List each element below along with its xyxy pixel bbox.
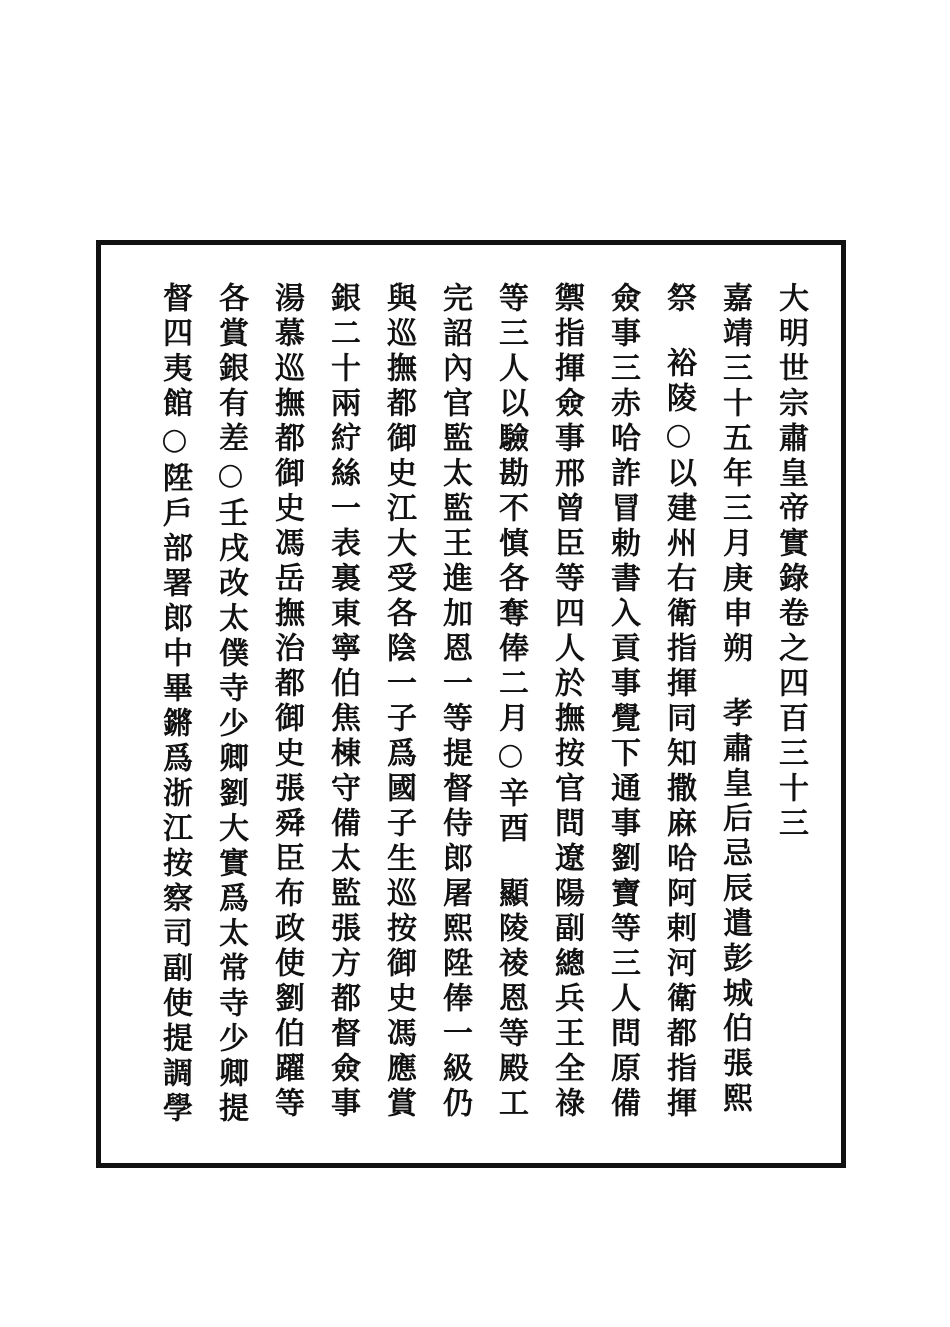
- column-6-head: 等三人以驗勘不慎各奪俸二月○辛酉: [493, 282, 528, 847]
- text-column-10: 湯慕巡撫都御史馮岳撫治都御史張舜臣布政使劉伯躍等: [269, 282, 304, 1122]
- text-column-5: 禦指揮僉事邢曾臣等四人於撫按官問遼陽副總兵王全祿: [549, 282, 584, 1122]
- text-column-12: 督四夷館○陞戶部署郎中畢鏘爲浙江按察司副使提調學: [157, 282, 192, 1127]
- text-column-2: [714, 282, 754, 1117]
- text-column-7: 完詔內官監太監王進加恩一等提督侍郎屠熙陞俸一級仍: [437, 282, 472, 1122]
- column-2-tail: 孝肅皇后忌辰遣彭城伯張熙: [717, 697, 752, 1117]
- text-column-6: [490, 282, 530, 1122]
- text-column-8: 與巡撫都御史江大受各陰一子爲國子生巡按御史馮應賞: [381, 282, 416, 1122]
- text-column-11: 各賞銀有差○壬戌改太僕寺少卿劉大實爲太常寺少卿提: [213, 282, 248, 1127]
- text-column-3: [658, 282, 698, 1122]
- text-column-9: 銀二十兩紵絲一表裏東寧伯焦棟守備太監張方都督僉事: [325, 282, 360, 1122]
- column-6-tail: 顯陵祾恩等殿工: [493, 877, 528, 1122]
- text-column-4: 僉事三赤哈詐冒勅書入貢事覺下通事劉寶等三人問原備: [605, 282, 640, 1122]
- column-3-head: 祭: [661, 282, 696, 317]
- text-column-1: 大明世宗肅皇帝實錄卷之四百三十三: [773, 282, 808, 842]
- column-3-tail: 裕陵○以建州右衛指揮同知撒麻哈阿剌河衛都指揮: [661, 347, 696, 1122]
- column-2-head: 嘉靖三十五年三月庚申朔: [717, 282, 752, 667]
